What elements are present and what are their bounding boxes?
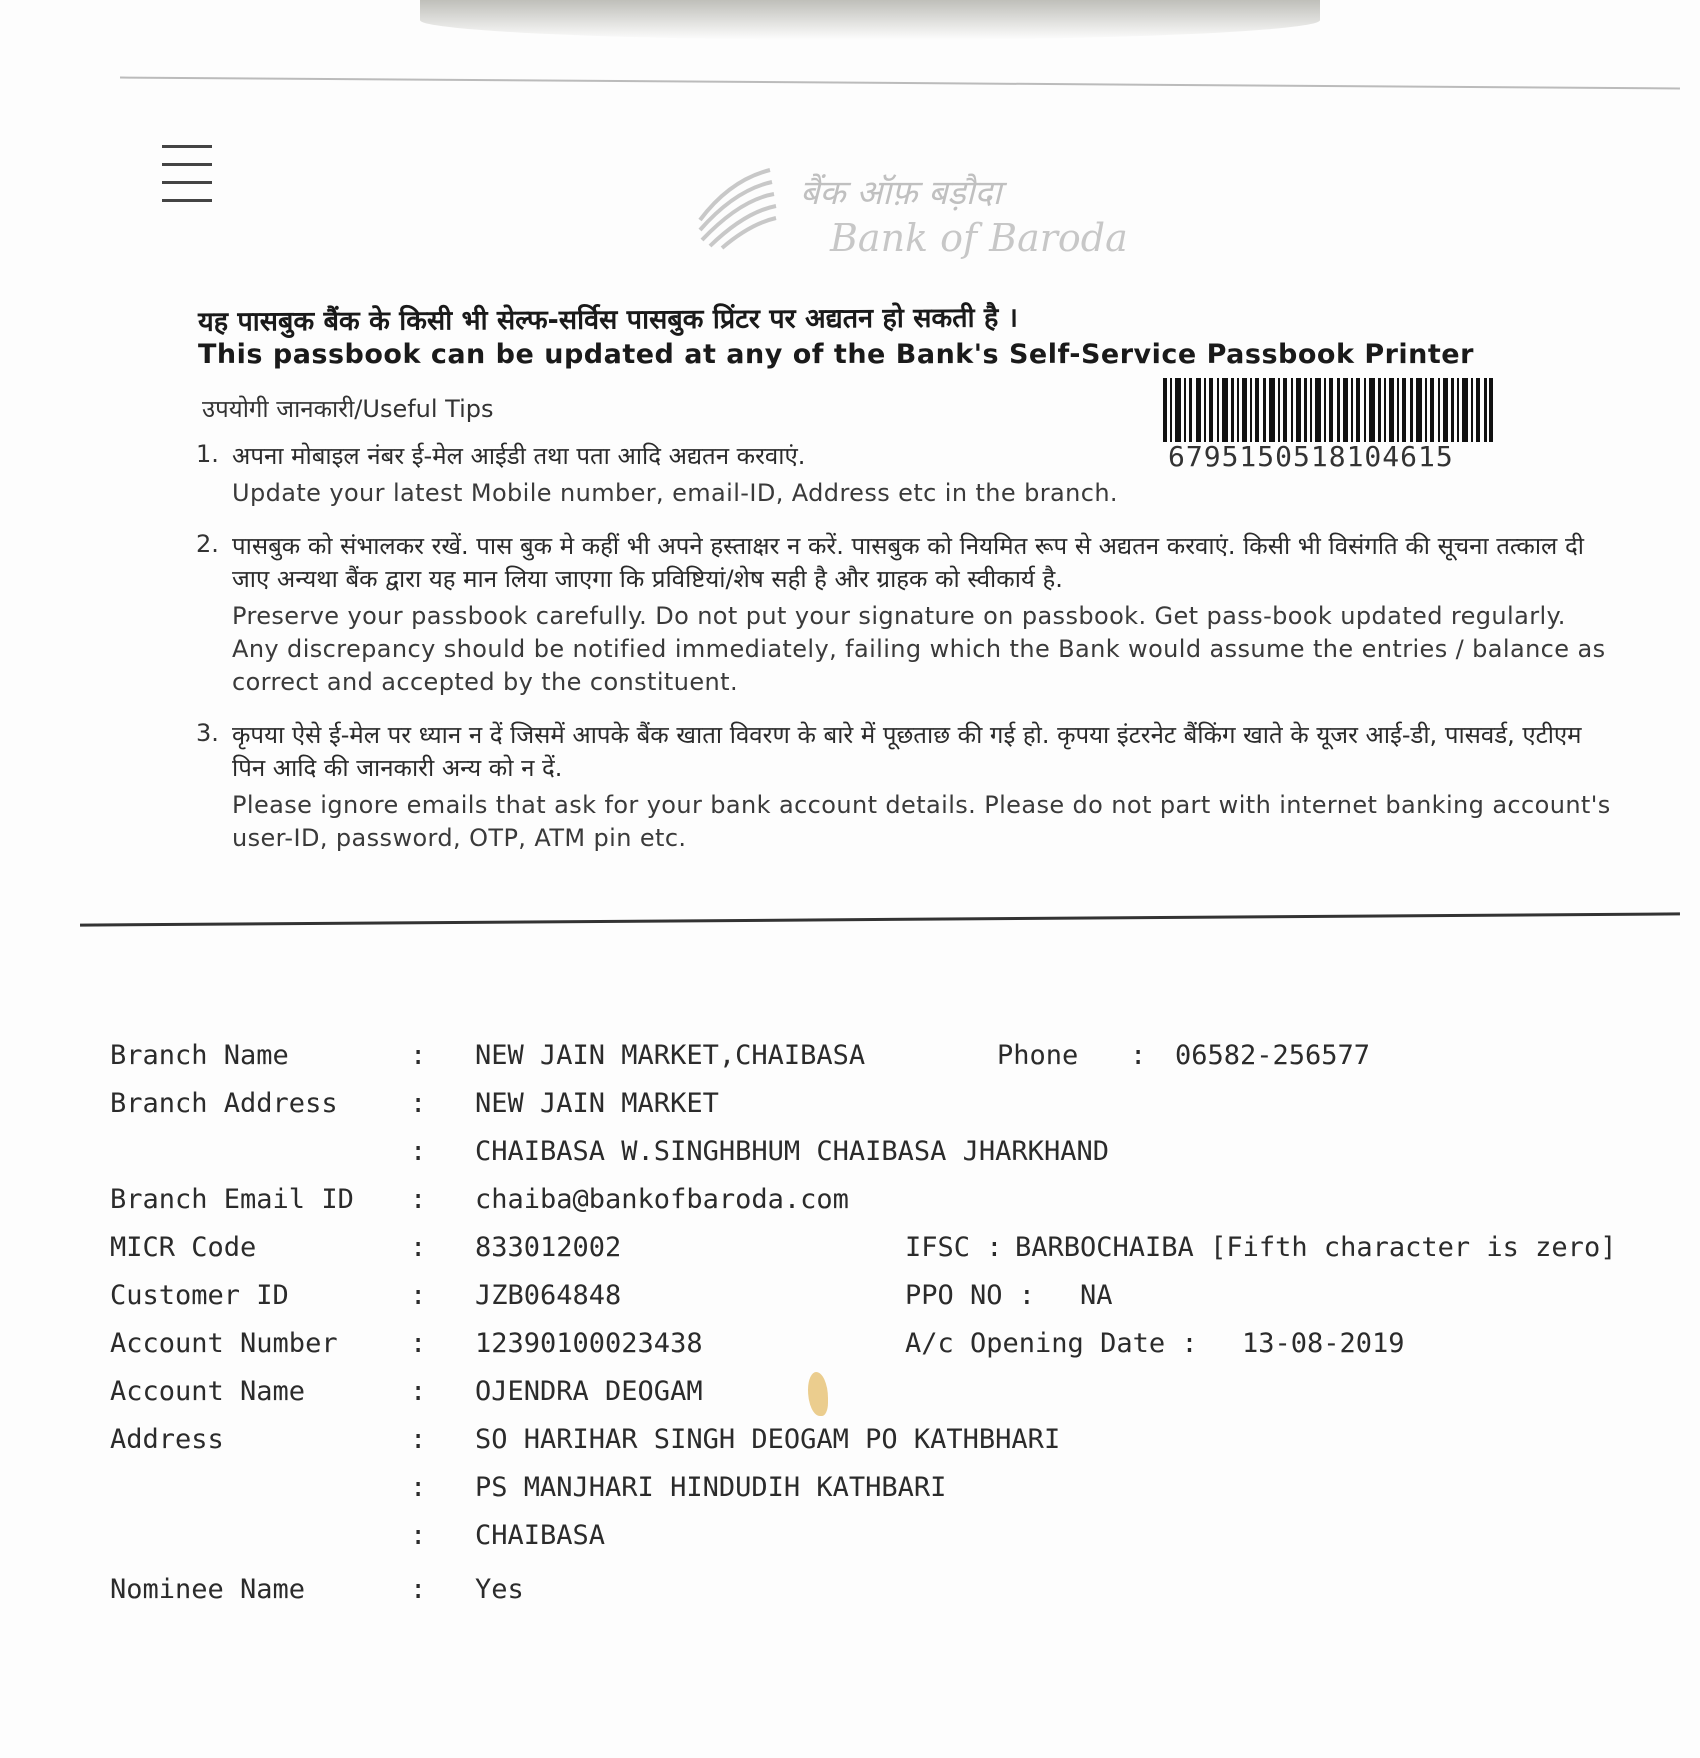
- colon: :: [410, 1472, 427, 1503]
- branch-name-row: [110, 1040, 1670, 1088]
- tip-item: [196, 440, 1616, 510]
- tip-item: [196, 530, 1616, 699]
- bank-logo-hindi: बैंक ऑफ़ बड़ौदा: [800, 173, 1002, 213]
- phone-value: 06582-256577: [1175, 1040, 1371, 1071]
- branch-email-row: [110, 1184, 1670, 1232]
- branch-address-row-2: [110, 1136, 1670, 1184]
- tip-english: Please ignore emails that ask for your bank account details. Please do not part with internet banking account's user-ID, password, OTP, ATM pin etc.: [232, 791, 1611, 852]
- passbook-notice: [198, 298, 1618, 370]
- tip-hindi: अपना मोबाइल नंबर ई-मेल आईडी तथा पता आदि अद्यतन करवाएं.: [232, 442, 806, 470]
- branch-address-line1: NEW JAIN MARKET: [475, 1088, 719, 1119]
- account-name-label: Account Name: [110, 1376, 306, 1407]
- address-line3: CHAIBASA: [475, 1520, 606, 1551]
- address-line2: PS MANJHARI HINDUDIH KATHBARI: [475, 1472, 947, 1503]
- address-row-2: [110, 1472, 1670, 1520]
- account-number-label: Account Number: [110, 1328, 338, 1359]
- barcode-number: 6795150518104615: [1168, 440, 1454, 473]
- ifsc-value: BARBOCHAIBA [Fifth character is zero]: [1015, 1232, 1617, 1263]
- colon: :: [410, 1328, 427, 1359]
- account-name-value: OJENDRA DEOGAM: [475, 1376, 703, 1407]
- opening-date-value: 13-08-2019: [1242, 1328, 1405, 1359]
- nominee-label: Nominee Name: [110, 1574, 306, 1605]
- micr-label: MICR Code: [110, 1232, 257, 1263]
- account-details: [110, 1040, 1670, 1622]
- branch-email-value: chaiba@bankofbaroda.com: [475, 1184, 849, 1215]
- colon: :: [1130, 1040, 1147, 1071]
- account-number-value: 12390100023438: [475, 1328, 703, 1359]
- account-name-row: [110, 1376, 1670, 1424]
- colon: :: [410, 1280, 427, 1311]
- nominee-row: [110, 1574, 1670, 1622]
- colon: :: [410, 1136, 427, 1167]
- colon: :: [410, 1184, 427, 1215]
- branch-address-row: [110, 1088, 1670, 1136]
- colon: :: [410, 1574, 427, 1605]
- ifsc-label: IFSC :: [905, 1232, 1003, 1263]
- branch-address-label: Branch Address: [110, 1088, 338, 1119]
- ppo-label: PPO NO :: [905, 1280, 1036, 1311]
- passbook-stripe-icon: [162, 145, 212, 225]
- address-row: [110, 1424, 1670, 1472]
- colon: :: [410, 1232, 427, 1263]
- branch-email-label: Branch Email ID: [110, 1184, 354, 1215]
- colon: :: [410, 1088, 427, 1119]
- page-edge-shadow: [420, 0, 1320, 40]
- colon: :: [410, 1376, 427, 1407]
- address-row-3: [110, 1520, 1670, 1568]
- barcode-icon: [1163, 378, 1493, 442]
- account-number-row: [110, 1328, 1670, 1376]
- tip-number: 1.: [196, 440, 219, 468]
- micr-row: [110, 1232, 1670, 1280]
- bank-logo-english: Bank of Baroda: [830, 216, 1128, 260]
- tip-number: 2.: [196, 530, 219, 558]
- notice-hindi: यह पासबुक बैंक के किसी भी सेल्फ-सर्विस पासबुक प्रिंटर पर अद्यतन हो सकती है ।: [197, 302, 1019, 338]
- useful-tips-list: [196, 440, 1616, 875]
- colon: :: [410, 1520, 427, 1551]
- bank-logo: [690, 160, 1150, 270]
- branch-address-line2: CHAIBASA W.SINGHBHUM CHAIBASA JHARKHAND: [475, 1136, 1109, 1167]
- customer-id-value: JZB064848: [475, 1280, 622, 1311]
- tip-english: Update your latest Mobile number, email-ID, Address etc in the branch.: [232, 479, 1118, 507]
- nominee-value: Yes: [475, 1574, 524, 1605]
- colon: :: [410, 1040, 427, 1071]
- micr-value: 833012002: [475, 1232, 622, 1263]
- tip-item: [196, 719, 1616, 855]
- tips-title: उपयोगी जानकारी/Useful Tips: [202, 395, 494, 423]
- customer-id-row: [110, 1280, 1670, 1328]
- tip-number: 3.: [196, 719, 219, 747]
- tip-hindi: कृपया ऐसे ई-मेल पर ध्यान न दें जिसमें आपके बैंक खाता विवरण के बारे में पूछताछ की गई हो. कृपया इंटरनेट बैंकिंग खाते के यूजर आई-डी, पासवर्ड, एटीएम पिन आदि की जानकारी अन्य को न दें.: [232, 721, 1582, 782]
- address-label: Address: [110, 1424, 224, 1455]
- top-fold-line: [120, 77, 1680, 90]
- colon: :: [410, 1424, 427, 1455]
- notice-english: This passbook can be updated at any of the Bank's Self-Service Passbook Printer: [198, 339, 1474, 370]
- tip-english: Preserve your passbook carefully. Do not put your signature on passbook. Get pass-book updated regularly. Any discrepancy should be notified immediately, failing which the Bank would assume the entries / balance as correct and accepted by the constituent.: [232, 602, 1606, 696]
- page-fold-line: [80, 912, 1680, 926]
- phone-label: Phone: [997, 1040, 1079, 1071]
- opening-date-label: A/c Opening Date :: [905, 1328, 1198, 1359]
- address-line1: SO HARIHAR SINGH DEOGAM PO KATHBHARI: [475, 1424, 1061, 1455]
- tip-hindi: पासबुक को संभालकर रखें. पास बुक मे कहीं भी अपने हस्ताक्षर न करें. पासबुक को नियमित रूप से अद्यतन करवाएं. किसी भी विसंगति की सूचना तत्काल दी जाए अन्यथा बैंक द्वारा यह मान लिया जाएगा कि प्रविष्टियां/शेष सही है और ग्राहक को स्वीकार्य है.: [232, 532, 1584, 593]
- branch-name-value: NEW JAIN MARKET,CHAIBASA: [475, 1040, 866, 1071]
- ppo-value: NA: [1080, 1280, 1113, 1311]
- bank-of-baroda-mark-icon: [690, 160, 780, 250]
- customer-id-label: Customer ID: [110, 1280, 289, 1311]
- branch-name-label: Branch Name: [110, 1040, 289, 1071]
